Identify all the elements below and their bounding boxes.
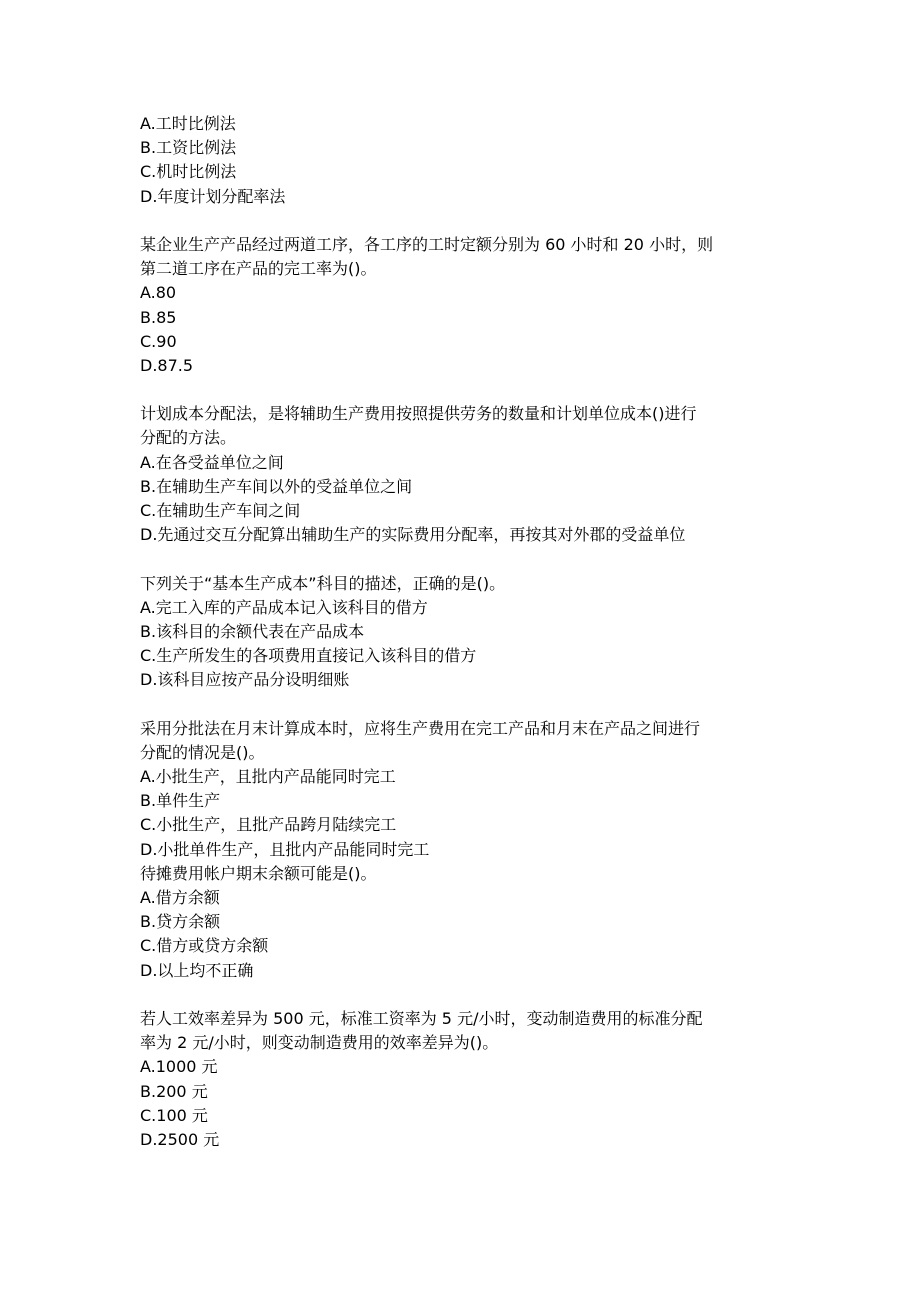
option-d: D.2500 元 — [140, 1129, 220, 1149]
option-d: D.该科目应按产品分设明细账 — [140, 670, 350, 690]
question-block-4 — [140, 717, 790, 862]
option-a: A.借方余额 — [140, 888, 220, 907]
option-a: A.完工入库的产品成本记入该科目的借方 — [140, 597, 428, 617]
option-c: C.90 — [140, 331, 177, 351]
question-text-line: 若人工效率差异为 500 元，标准工资率为 5 元/小时，变动制造费用的标准分配 — [140, 1008, 703, 1028]
question-text-line: 分配的情况是()。 — [140, 742, 265, 762]
spacer — [140, 983, 790, 1007]
question-text-line: 待摊费用帐户期末余额可能是()。 — [140, 863, 377, 883]
question-block-6 — [140, 1007, 790, 1152]
question-text-line: 分配的方法。 — [140, 428, 237, 448]
option-a: A.工时比例法 — [140, 114, 236, 133]
question-text-line: 采用分批法在月末计算成本时，应将生产费用在完工产品和月末在产品之间进行 — [140, 718, 701, 738]
question-block-0 — [140, 112, 790, 209]
question-text-line: 第二道工序在产品的完工率为()。 — [140, 259, 377, 279]
document-page — [140, 112, 790, 1152]
question-text-line: 计划成本分配法，是将辅助生产费用按照提供劳务的数量和计划单位成本()进行 — [140, 404, 697, 424]
option-d: D.以上均不正确 — [140, 960, 254, 980]
question-text-line: 某企业生产产品经过两道工序，各工序的工时定额分别为 60 小时和 20 小时，则 — [140, 234, 714, 254]
option-a: A.在各受益单位之间 — [140, 452, 284, 472]
option-c: C.100 元 — [140, 1105, 208, 1125]
option-b: B.在辅助生产车间以外的受益单位之间 — [140, 476, 413, 496]
option-a: A.1000 元 — [140, 1057, 218, 1077]
spacer — [140, 209, 790, 233]
option-b: B.200 元 — [140, 1081, 208, 1101]
option-b: B.85 — [140, 307, 177, 327]
option-c: C.在辅助生产车间之间 — [140, 501, 301, 520]
option-c: C.借方或贷方余额 — [140, 936, 269, 956]
option-b: B.贷方余额 — [140, 912, 221, 932]
option-d: D.年度计划分配率法 — [140, 186, 286, 206]
option-c: C.小批生产，且批产品跨月陆续完工 — [140, 815, 397, 835]
question-block-5 — [140, 862, 790, 983]
option-a: A.80 — [140, 283, 177, 303]
question-text-line: 率为 2 元/小时，则变动制造费用的效率差异为()。 — [140, 1033, 499, 1053]
option-b: B.该科目的余额代表在产品成本 — [140, 621, 365, 641]
question-block-1 — [140, 233, 790, 378]
option-d: D.87.5 — [140, 355, 194, 375]
question-block-2 — [140, 402, 790, 547]
spacer — [140, 547, 790, 571]
spacer — [140, 378, 790, 402]
question-text-line: 下列关于“基本生产成本”科目的描述，正确的是()。 — [140, 573, 506, 593]
option-d: D.小批单件生产，且批内产品能同时完工 — [140, 839, 430, 859]
option-b: B.单件生产 — [140, 791, 221, 811]
option-a: A.小批生产，且批内产品能同时完工 — [140, 767, 396, 787]
option-b: B.工资比例法 — [140, 138, 237, 158]
question-block-3 — [140, 572, 790, 693]
option-d: D.先通过交互分配算出辅助生产的实际费用分配率，再按其对外郡的受益单位 — [140, 525, 686, 545]
option-c: C.生产所发生的各项费用直接记入该科目的借方 — [140, 646, 477, 666]
spacer — [140, 693, 790, 717]
option-c: C.机时比例法 — [140, 162, 237, 182]
